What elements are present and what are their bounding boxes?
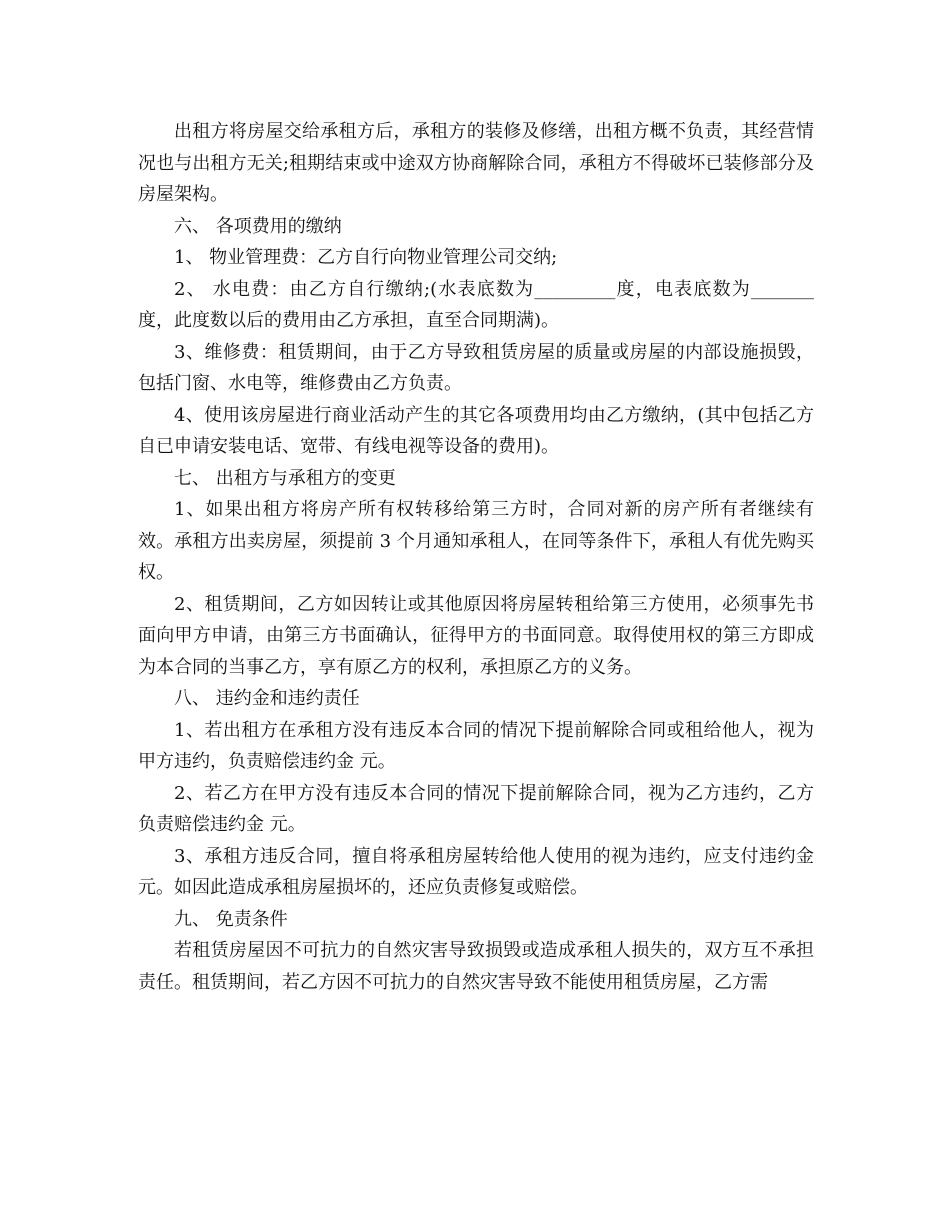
paragraph-maintenance-fee: 3、维修费：租赁期间，由于乙方导致租赁房屋的质量或房屋的内部设施损毁，包括门窗、水电等，维修费由乙方负责。 — [138, 341, 814, 394]
paragraph-utility-fee: 2、 水电费：由乙方自行缴纳;(水表底数为_________度，电表底数为_______度，此度数以后的费用由乙方承担，直至合同期满)。 — [138, 278, 814, 331]
paragraph-landlord-breach: 1、若出租方在承租方没有违反本合同的情况下提前解除合同或租给他人，视为甲方违约，负责赔偿违约金 元。 — [138, 719, 814, 772]
paragraph-other-fees: 4、使用该房屋进行商业活动产生的其它各项费用均由乙方缴纳，(其中包括乙方自已申请安装电话、宽带、有线电视等设备的费用)。 — [138, 404, 814, 457]
paragraph-sublease: 2、租赁期间，乙方如因转让或其他原因将房屋转租给第三方使用，必须事先书面向甲方申请，由第三方书面确认，征得甲方的书面同意。取得使用权的第三方即成为本合同的当事乙方，享有原乙方的权利，承担原乙方的义务。 — [138, 593, 814, 678]
section-heading-fees: 六、 各项费用的缴纳 — [174, 215, 342, 237]
section-heading-changes: 七、 出租方与承租方的变更 — [174, 467, 396, 489]
paragraph-force-majeure: 若租赁房屋因不可抗力的自然灾害导致损毁或造成承租人损失的，双方互不承担责任。租赁期间，若乙方因不可抗力的自然灾害导致不能使用租赁房屋，乙方需 — [138, 940, 814, 993]
paragraph-unauthorized-transfer: 3、承租方违反合同，擅自将承租房屋转给他人使用的视为违约，应支付违约金 元。如因此造成承租房屋损坏的，还应负责修复或赔偿。 — [138, 845, 814, 898]
paragraph-renovation-terms: 出租方将房屋交给承租方后，承租方的装修及修缮，出租方概不负责，其经营情况也与出租方无关;租期结束或中途双方协商解除合同，承租方不得破坏已装修部分及房屋架构。 — [138, 121, 814, 205]
paragraph-property-fee: 1、 物业管理费：乙方自行向物业管理公司交纳; — [174, 247, 558, 268]
paragraph-tenant-breach: 2、若乙方在甲方没有违反本合同的情况下提前解除合同，视为乙方违约，乙方负责赔偿违约金 元。 — [138, 782, 814, 835]
section-heading-exemption: 九、 免责条件 — [174, 908, 288, 930]
paragraph-ownership-transfer: 1、如果出租方将房产所有权转移给第三方时，合同对新的房产所有者继续有效。承租方出卖房屋，须提前 3 个月通知承租人，在同等条件下，承租人有优先购买权。 — [138, 499, 814, 583]
section-heading-breach: 八、 违约金和违约责任 — [174, 688, 360, 709]
document-body — [138, 116, 814, 998]
